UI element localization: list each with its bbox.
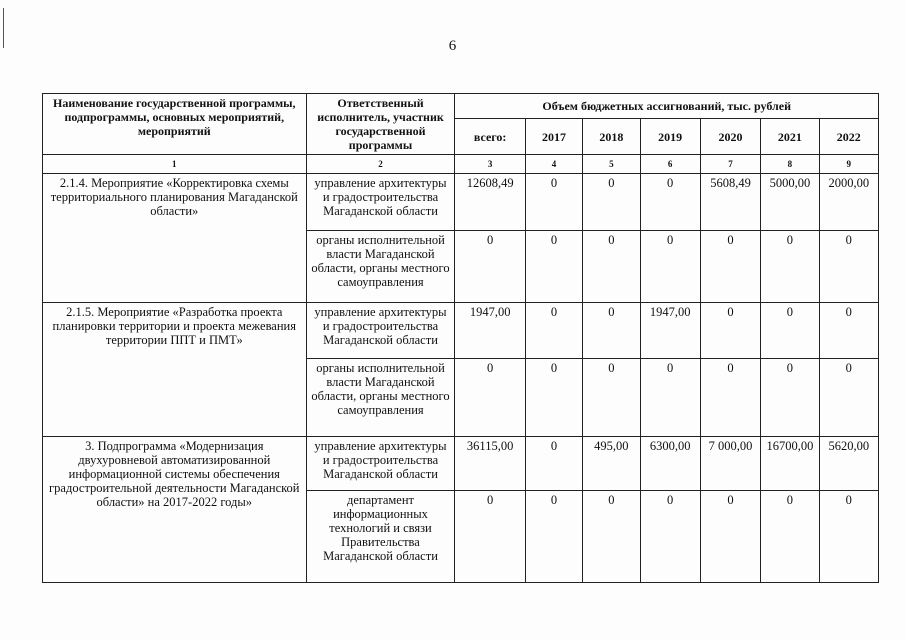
header-year: 2019	[640, 119, 700, 155]
year-cell: 0	[761, 491, 819, 583]
header-year: 2022	[819, 119, 878, 155]
executor-cell: управление архитектуры и градостроительства Магаданской области	[306, 302, 455, 358]
year-cell: 6300,00	[640, 437, 700, 491]
total-cell: 0	[455, 358, 525, 436]
year-cell: 5608,49	[700, 174, 760, 231]
table-row	[43, 302, 879, 358]
year-cell: 0	[583, 302, 640, 358]
year-cell: 0	[819, 358, 878, 436]
executor-cell: департамент информационных технологий и связи Правительства Магаданской области	[306, 491, 455, 583]
year-cell: 0	[819, 491, 878, 583]
column-index: 9	[819, 155, 878, 174]
year-cell: 0	[700, 302, 760, 358]
header-row-1	[43, 94, 879, 119]
year-cell: 0	[525, 302, 582, 358]
column-index: 3	[455, 155, 525, 174]
year-cell: 0	[640, 231, 700, 302]
year-cell: 7 000,00	[700, 437, 760, 491]
year-cell: 5000,00	[761, 174, 819, 231]
budget-table	[42, 93, 879, 583]
header-year: 2020	[700, 119, 760, 155]
header-year: 2018	[583, 119, 640, 155]
header-executor: Ответственный исполнитель, участник государственной программы	[306, 94, 455, 155]
year-cell: 0	[700, 358, 760, 436]
year-cell: 0	[640, 174, 700, 231]
page-number: 6	[448, 38, 457, 54]
year-cell: 16700,00	[761, 437, 819, 491]
year-cell: 0	[640, 358, 700, 436]
column-index: 4	[525, 155, 582, 174]
header-year: 2021	[761, 119, 819, 155]
year-cell: 0	[583, 231, 640, 302]
activity-name: 2.1.5. Мероприятие «Разработка проекта планировки территории и проекта межевания территории ППТ и ПМТ»	[43, 302, 307, 436]
year-cell: 0	[583, 358, 640, 436]
table-row	[43, 174, 879, 231]
year-cell: 0	[525, 174, 582, 231]
year-cell: 0	[700, 231, 760, 302]
header-budget-group: Объем бюджетных ассигнований, тыс. рублей	[455, 94, 879, 119]
column-index: 2	[306, 155, 455, 174]
table-row	[43, 437, 879, 491]
year-cell: 0	[761, 358, 819, 436]
column-index: 7	[700, 155, 760, 174]
header-total: всего:	[455, 119, 525, 155]
executor-cell: органы исполнительной власти Магаданской области, органы местного самоуправления	[306, 231, 455, 302]
year-cell: 0	[525, 231, 582, 302]
total-cell: 0	[455, 231, 525, 302]
total-cell: 12608,49	[455, 174, 525, 231]
column-index: 8	[761, 155, 819, 174]
year-cell: 0	[525, 437, 582, 491]
executor-cell: органы исполнительной власти Магаданской области, органы местного самоуправления	[306, 358, 455, 436]
column-index-row	[43, 155, 879, 174]
column-index: 5	[583, 155, 640, 174]
activity-name: 2.1.4. Мероприятие «Корректировка схемы территориального планирования Магаданской области»	[43, 174, 307, 303]
header-year: 2017	[525, 119, 582, 155]
header-name: Наименование государственной программы, подпрограммы, основных мероприятий, мероприятий	[43, 94, 307, 155]
activity-name: 3. Подпрограмма «Модернизация двухуровневой автоматизированной информационной системы обеспечения градостроительной деятельности Магаданской области» на 2017-2022 годы»	[43, 437, 307, 583]
total-cell: 0	[455, 491, 525, 583]
year-cell: 0	[583, 174, 640, 231]
year-cell: 0	[640, 491, 700, 583]
year-cell: 0	[525, 358, 582, 436]
total-cell: 1947,00	[455, 302, 525, 358]
year-cell: 0	[525, 491, 582, 583]
executor-cell: управление архитектуры и градостроительства Магаданской области	[306, 437, 455, 491]
year-cell: 495,00	[583, 437, 640, 491]
year-cell: 5620,00	[819, 437, 878, 491]
year-cell: 0	[761, 302, 819, 358]
year-cell: 2000,00	[819, 174, 878, 231]
column-index: 6	[640, 155, 700, 174]
year-cell: 0	[819, 302, 878, 358]
year-cell: 0	[761, 231, 819, 302]
year-cell: 0	[583, 491, 640, 583]
executor-cell: управление архитектуры и градостроительства Магаданской области	[306, 174, 455, 231]
year-cell: 0	[819, 231, 878, 302]
total-cell: 36115,00	[455, 437, 525, 491]
year-cell: 1947,00	[640, 302, 700, 358]
year-cell: 0	[700, 491, 760, 583]
column-index: 1	[43, 155, 307, 174]
